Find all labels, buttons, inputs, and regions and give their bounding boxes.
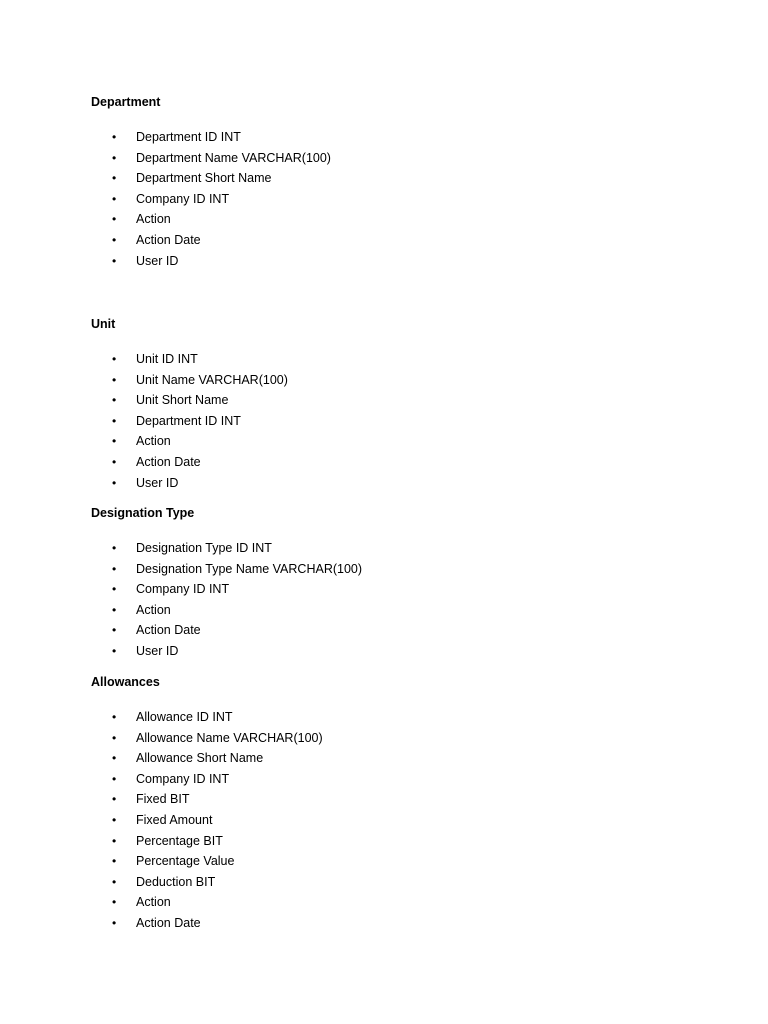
field-list (91, 127, 691, 271)
field-label: Action (136, 434, 171, 449)
bullet-icon: • (112, 212, 117, 227)
bullet-icon: • (112, 602, 117, 617)
field-label: Action (136, 895, 171, 910)
list-item (91, 769, 691, 790)
field-label: Action Date (136, 232, 201, 247)
list-item (91, 600, 691, 621)
field-label: Designation Type ID INT (136, 541, 272, 555)
bullet-icon: • (112, 895, 117, 910)
bullet-icon: • (112, 915, 117, 930)
bullet-icon: • (112, 171, 117, 186)
field-label: Deduction BIT (136, 874, 216, 889)
list-item (91, 251, 691, 272)
field-label: User ID (136, 643, 179, 658)
field-label: Department Short Name (136, 171, 272, 186)
bullet-icon: • (112, 751, 117, 766)
field-label: User ID (136, 253, 179, 268)
field-label: Department ID INT (136, 130, 241, 144)
list-item (91, 559, 691, 580)
field-list (91, 349, 691, 493)
field-label: Action Date (136, 623, 201, 638)
bullet-icon: • (112, 253, 117, 268)
field-list (91, 538, 691, 662)
section-title: Department (91, 95, 161, 109)
list-item (91, 789, 691, 810)
section-department (91, 94, 691, 271)
field-label: Fixed BIT (136, 792, 190, 807)
list-item (91, 390, 691, 411)
field-label: Allowance Name VARCHAR(100) (136, 730, 323, 745)
field-label: Department ID INT (136, 413, 241, 428)
bullet-icon: • (112, 582, 117, 597)
bullet-icon: • (112, 792, 117, 807)
bullet-icon: • (112, 191, 117, 206)
list-item (91, 431, 691, 452)
section-allowances (91, 674, 691, 934)
field-label: Unit Name VARCHAR(100) (136, 372, 288, 387)
bullet-icon: • (112, 393, 117, 408)
list-item (91, 452, 691, 473)
list-item (91, 748, 691, 769)
field-label: Action Date (136, 454, 201, 469)
bullet-icon: • (112, 710, 117, 724)
section-title: Unit (91, 317, 116, 331)
list-item (91, 370, 691, 391)
list-item (91, 209, 691, 230)
field-label: Action Date (136, 915, 201, 930)
list-item (91, 349, 691, 370)
field-label: Allowance ID INT (136, 710, 233, 724)
list-item (91, 579, 691, 600)
bullet-icon: • (112, 730, 117, 745)
field-label: Percentage BIT (136, 833, 223, 848)
bullet-icon: • (112, 454, 117, 469)
section-designation-type (91, 505, 691, 662)
bullet-icon: • (112, 561, 117, 576)
list-item (91, 620, 691, 641)
list-item (91, 641, 691, 662)
list-item (91, 872, 691, 893)
bullet-icon: • (112, 643, 117, 658)
bullet-icon: • (112, 771, 117, 786)
section-title: Allowances (91, 675, 160, 689)
list-item (91, 892, 691, 913)
bullet-icon: • (112, 372, 117, 387)
bullet-icon: • (112, 812, 117, 827)
bullet-icon: • (112, 623, 117, 638)
field-label: Company ID INT (136, 582, 230, 597)
field-label: Company ID INT (136, 771, 230, 786)
list-item (91, 913, 691, 934)
field-label: Department Name VARCHAR(100) (136, 150, 331, 165)
list-item (91, 707, 691, 728)
list-item (91, 127, 691, 148)
field-label: Unit ID INT (136, 352, 198, 366)
field-label: Unit Short Name (136, 393, 229, 408)
bullet-icon: • (112, 833, 117, 848)
bullet-icon: • (112, 475, 117, 490)
bullet-icon: • (112, 854, 117, 869)
field-label: Designation Type Name VARCHAR(100) (136, 561, 363, 576)
list-item (91, 538, 691, 559)
list-item (91, 851, 691, 872)
bullet-icon: • (112, 352, 117, 366)
field-label: Action (136, 602, 171, 617)
list-item (91, 189, 691, 210)
list-item (91, 473, 691, 494)
bullet-icon: • (112, 541, 117, 555)
list-item (91, 148, 691, 169)
list-item (91, 810, 691, 831)
bullet-icon: • (112, 150, 117, 165)
bullet-icon: • (112, 874, 117, 889)
list-item (91, 728, 691, 749)
list-item (91, 831, 691, 852)
list-item (91, 411, 691, 432)
field-label: Action (136, 212, 171, 227)
field-label: Percentage Value (136, 854, 235, 869)
field-list (91, 707, 691, 934)
field-label: Allowance Short Name (136, 751, 264, 766)
bullet-icon: • (112, 232, 117, 247)
section-title: Designation Type (91, 506, 195, 520)
bullet-icon: • (112, 413, 117, 428)
field-label: User ID (136, 475, 179, 490)
list-item (91, 230, 691, 251)
bullet-icon: • (112, 130, 117, 144)
field-label: Fixed Amount (136, 812, 213, 827)
bullet-icon: • (112, 434, 117, 449)
section-unit (91, 316, 691, 493)
list-item (91, 168, 691, 189)
field-label: Company ID INT (136, 191, 230, 206)
